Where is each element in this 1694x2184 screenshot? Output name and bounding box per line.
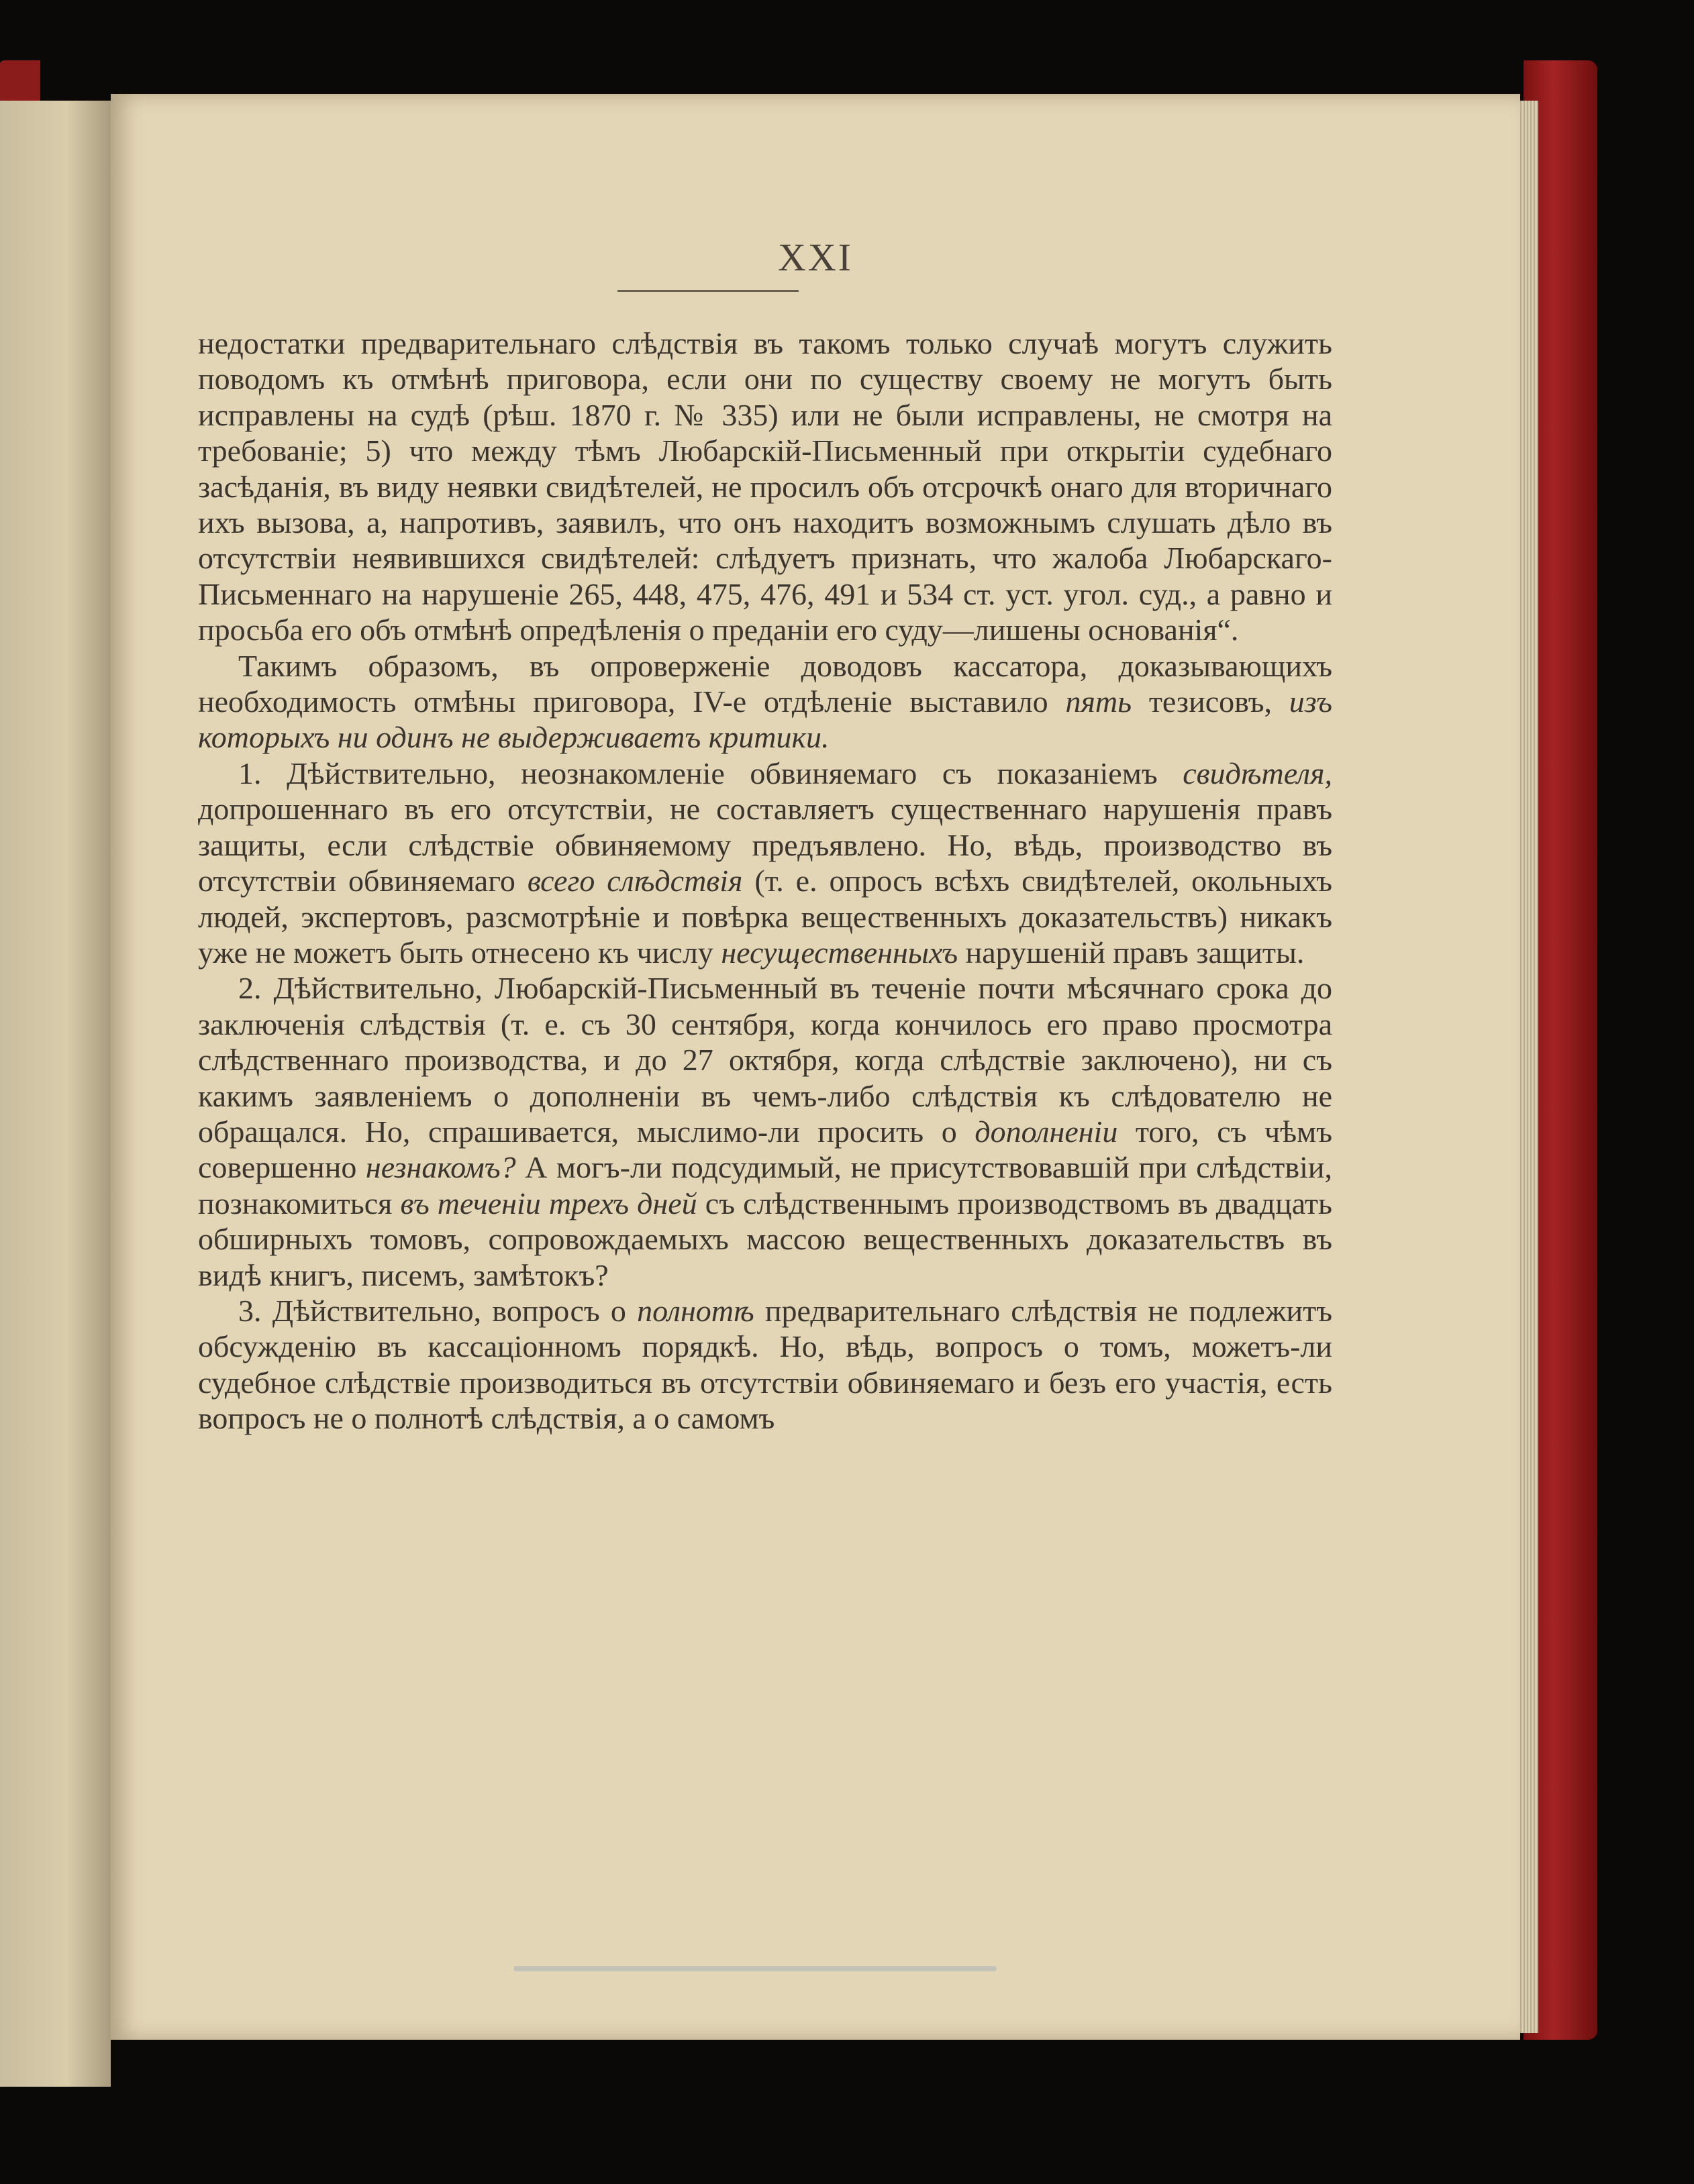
paragraph [198,756,1332,970]
italic-text: дополненіи [975,1114,1118,1149]
header-rule [617,290,799,292]
paragraph [198,1293,1332,1437]
italic-text: несущественныхъ [721,935,958,970]
text-run: нарушеній правъ защиты. [958,935,1305,970]
italic-text: всего слѣдствія [527,864,743,898]
italic-text: полнотѣ [637,1293,754,1328]
text-run: 2. Дѣйствительно, Любарскій-Письменный въ теченіе почти мѣсячнаго срока до заключенія слѣдствія (т. е. съ 30 сентября, когда кончилось его право просмотра слѣдственнаго производства, и до 27 октября, когда слѣдствіе заключено), ни съ какимъ заявленіемъ о дополненіи въ чемъ-либо слѣдствія къ слѣдователю не обращался. Но, спрашивается, мыслимо-ли просить о [198,971,1332,1149]
text-run: 1. Дѣйствительно, неознакомленіе обвиняемаго съ показаніемъ [238,756,1183,790]
text-run: 3. Дѣйствительно, вопросъ о [238,1293,638,1328]
italic-text: пять [1065,684,1132,719]
italic-text: свидѣтеля, [1183,756,1332,790]
paragraph [198,325,1332,648]
paragraph [198,648,1332,756]
text-run: недостатки предварительнаго слѣдствія въ такомъ только случаѣ могутъ служить поводомъ къ отмѣнѣ приговора, если они по существу своему не могутъ быть исправлены на судѣ (рѣш. 1870 г. № 335) или не были исправлены, не смотря на требованіе; 5) что между тѣмъ Любарскій-Письменный при открытіи судебнаго засѣданія, въ виду неявки свидѣтелей, не просилъ объ отсрочкѣ онаго для вторичнаго ихъ вызова, а, напротивъ, заявилъ, что онъ находитъ возможнымъ слушать дѣло въ отсутствіи неявившихся свидѣтелей: слѣдуетъ признать, что жалоба Любарскаго-Письменнаго на нарушеніе 265, 448, 475, 476, 491 и 534 ст. уст. угол. суд., а равно и просьба его объ отмѣнѣ опредѣленія о преданіи его суду—лишены основанія“. [198,326,1332,647]
text-run: А могъ-ли подсудимый, не присутствовавшій при слѣдствіи, познакомиться [198,1150,1332,1220]
facing-page-left [0,101,111,2087]
text-run: предварительнаго слѣдствія не подлежитъ обсужденію въ кассаціонномъ порядкѣ. Но, вѣдь, вопросъ о томъ, можетъ-ли судебное слѣдствіе производиться въ отсутствіи обвиняемаго и безъ его участія, есть вопросъ не о полнотѣ слѣдствія, а о самомъ [198,1293,1332,1436]
text-run: (т. е. опросъ всѣхъ свидѣтелей, окольныхъ людей, экспертовъ, разсмотрѣніе и повѣрка вещественныхъ доказательствъ) никакъ уже не можетъ быть отнесено къ числу [198,864,1333,970]
italic-text: незнакомъ? [365,1150,516,1185]
text-run: тезисовъ, [1132,684,1289,719]
body-text [198,325,1332,1437]
text-run: того, съ чѣмъ совершенно [198,1114,1332,1185]
text-run: съ слѣдственнымъ производствомъ въ двадцать обширныхъ томовъ, сопровождаемыхъ массою вещественныхъ доказательствъ въ видѣ книгъ, писемъ, замѣтокъ? [198,1186,1333,1292]
ink-smudge [513,1966,997,1971]
italic-text: изъ которыхъ ни одинъ не выдерживаетъ критики. [198,684,1332,755]
book-page [111,94,1520,2040]
text-run: допрошеннаго въ его отсутствіи, не составляетъ существеннаго нарушенія правъ защиты, если слѣдствіе обвиняемому предъявлено. Но, вѣдь, производство въ отсутствіи обвиняемаго [198,792,1332,898]
page-number: XXI [777,236,854,279]
italic-text: въ теченіи трехъ дней [400,1186,697,1220]
paragraph [198,970,1332,1293]
text-run: Такимъ образомъ, въ опроверженіе доводовъ кассатора, доказывающихъ необходимость отмѣны приговора, IV-е отдѣленіе выставило [198,648,1332,719]
